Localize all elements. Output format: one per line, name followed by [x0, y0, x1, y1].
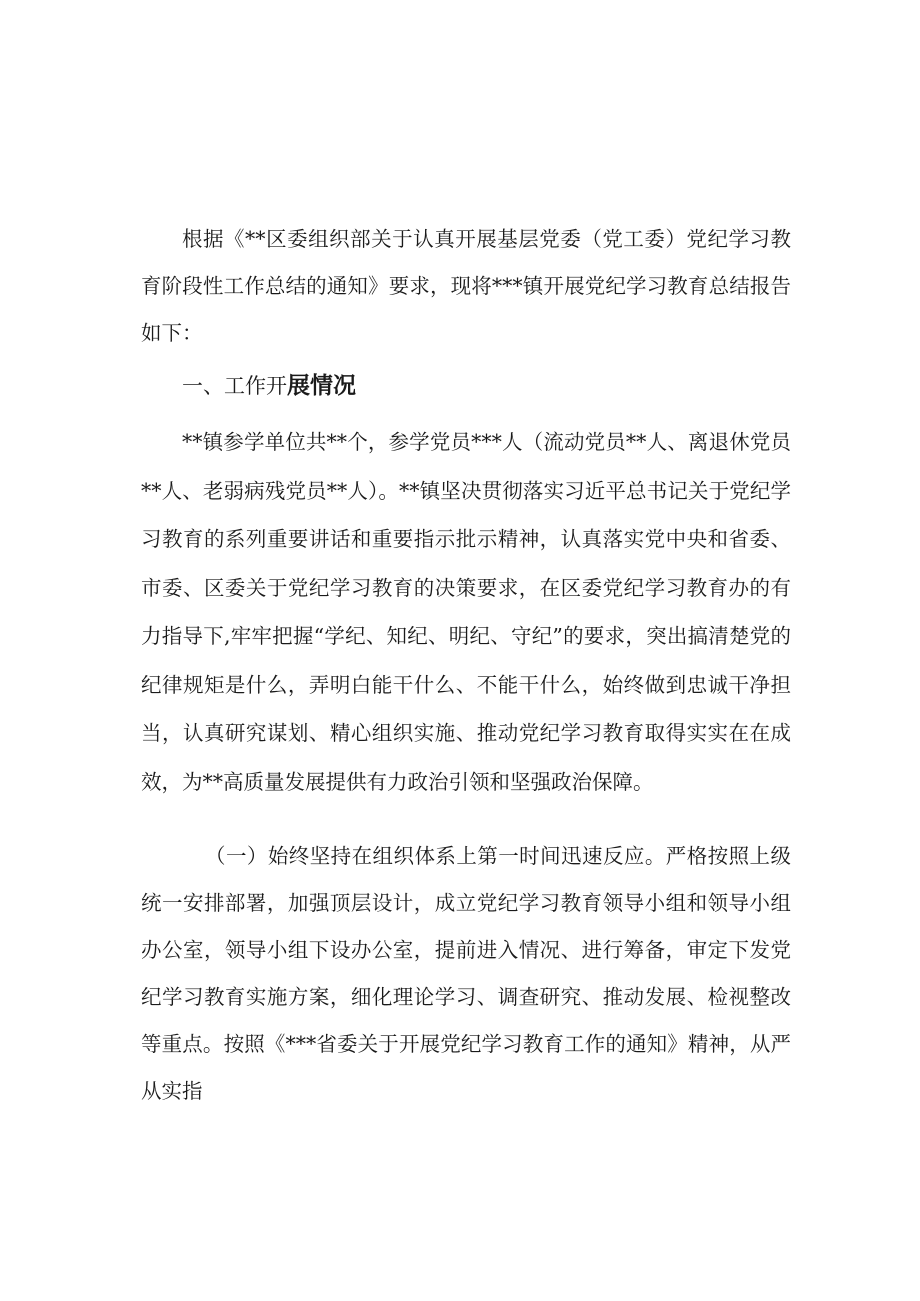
- section-heading-suffix: 展情况: [287, 373, 356, 399]
- subsection-paragraph: （一）始终坚持在组织体系上第一时间迅速反应。严格按照上级统一安排部署，加强顶层设计，成立党纪学习教育领导小组和领导小组办公室，领导小组下设办公室，提前进入情况、进行筹备，审定下发党纪学习教育实施方案，细化理论学习、调查研究、推动发展、检视整改等重点。按照《***省委关于开展党纪学习教育工作的通知》精神，从严从实指: [141, 844, 791, 1103]
- intro-paragraph: 根据《**区委组织部关于认真开展基层党委（党工委）党纪学习教育阶段性工作总结的通知》要求，现将***镇开展党纪学习教育总结报告如下：: [141, 227, 791, 345]
- main-paragraph: **镇参学单位共**个，参学党员***人（流动党员**人、离退休党员**人、老弱病残党员**人）。**镇坚决贯彻落实习近平总书记关于党纪学习教育的系列重要讲话和重要指示批示精神，认真落实党中央和省委、市委、区委关于党纪学习教育的决策要求，在区委党纪学习教育办的有力指导下,牢牢把握“学纪、知纪、明纪、守纪”的要求，突出搞清楚党的纪律规矩是什么，弄明白能干什么、不能干什么，始终做到忠诚干净担当，认真研究谋划、精心组织实施、推动党纪学习教育取得实实在在成效，为**高质量发展提供有力政治引领和坚强政治保障。: [141, 430, 791, 794]
- section-heading-prefix: 一、工作开: [182, 374, 287, 398]
- section-heading: [141, 370, 791, 402]
